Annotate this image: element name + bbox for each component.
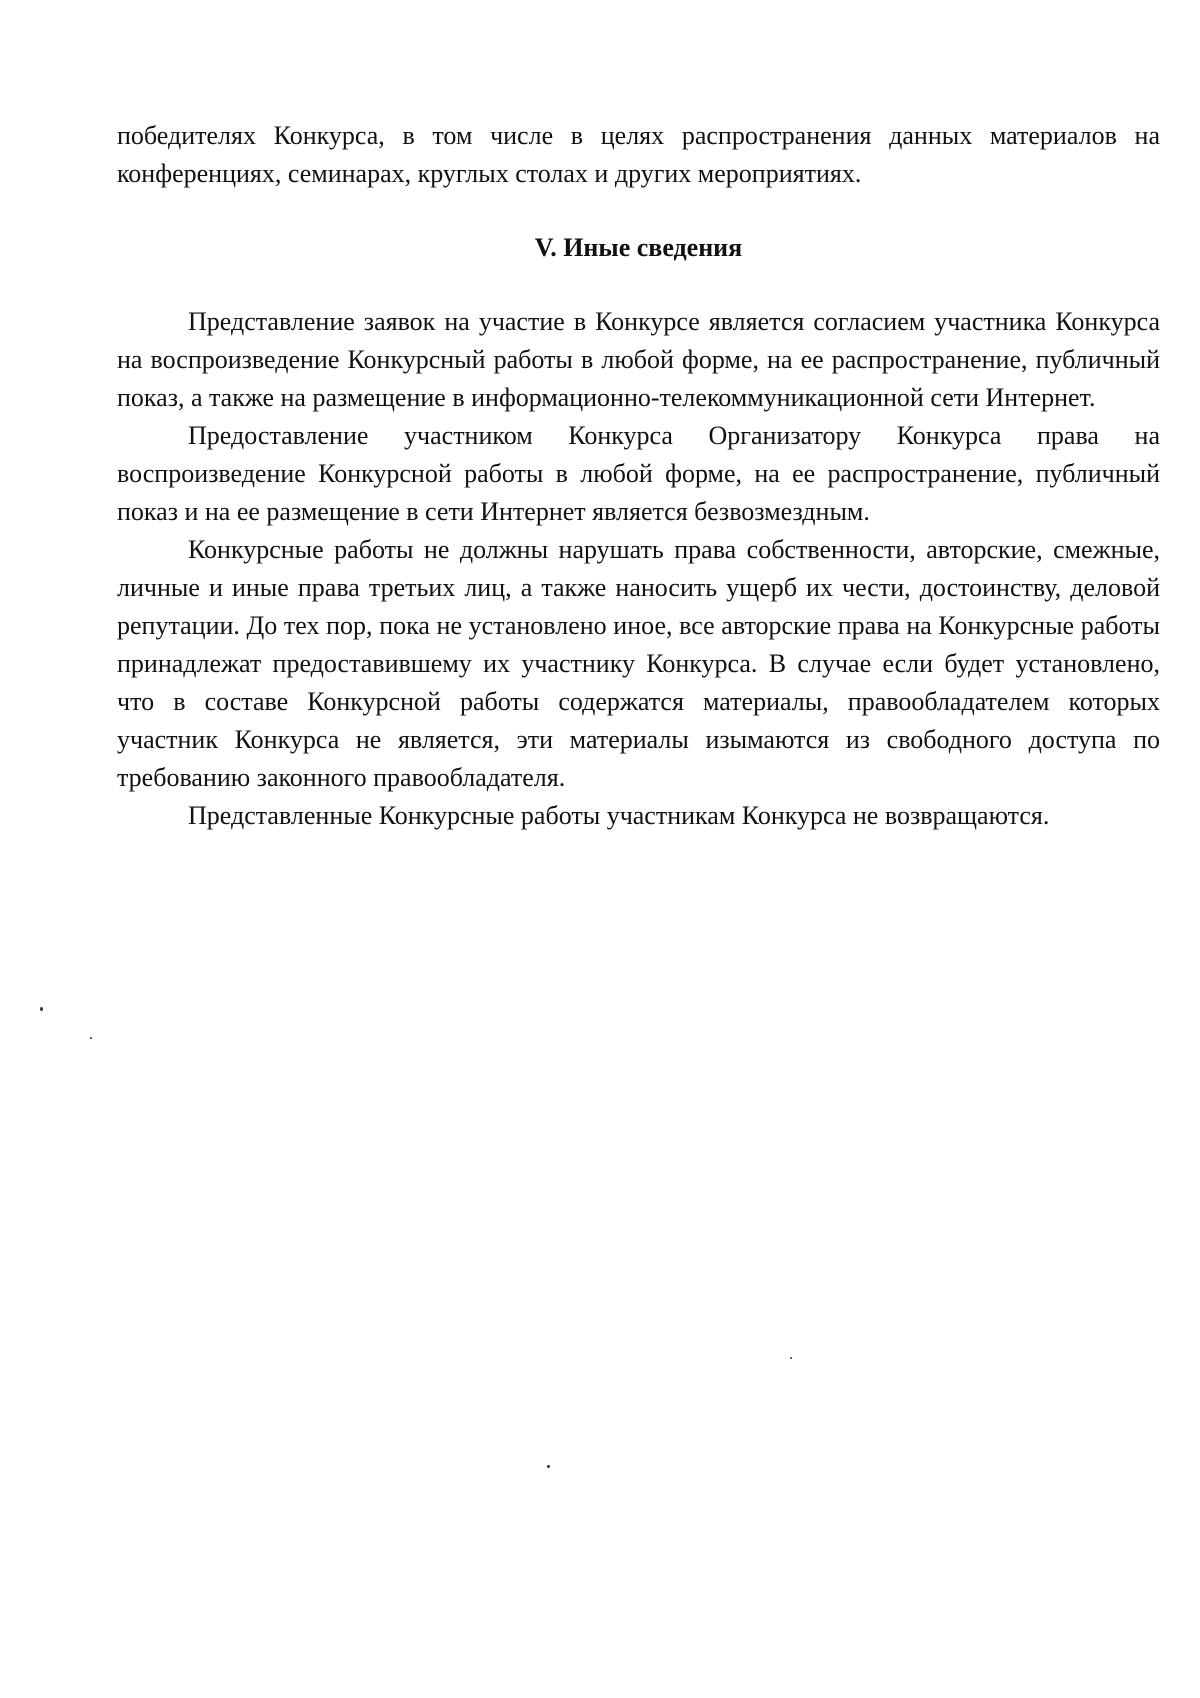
scan-speck [90, 1037, 92, 1039]
paragraph-no-return: Представленные Конкурсные работы участникам Конкурса не возвращаются. [188, 801, 1050, 830]
scan-speck [790, 1357, 792, 1359]
continuation-paragraph: победителях Конкурса, в том числе в целях распространения данных материалов на конференциях, семинарах, круглых столах и других мероприятиях. [117, 121, 1160, 188]
paragraph-rights-transfer: Предоставление участником Конкурса Организатору Конкурса права на воспроизведение Конкурсной работы в любой форме, на ее распространение, публичный показ и на ее размещение в сети Интернет является безвозмездным. [117, 421, 1160, 526]
scan-speck [40, 1007, 43, 1011]
scan-speck [547, 1465, 550, 1468]
section-heading: V. Иные сведения [534, 233, 743, 262]
paragraph-third-party-rights: Конкурсные работы не должны нарушать права собственности, авторские, смежные, личные и иные права третьих лиц, а также наносить ущерб их чести, достоинству, деловой репутации. До тех пор, пока не установлено иное, все авторские права на Конкурсные работы принадлежат предоставившему их участнику Конкурса. В случае если будет установлено, что в составе Конкурсной работы содержатся материалы, правообладателем которых участник Конкурса не является, эти материалы изымаются из свободного доступа по требованию законного правообладателя. [117, 535, 1160, 792]
paragraph-submission-consent: Представление заявок на участие в Конкурсе является согласием участника Конкурса на воспроизведение Конкурсный работы в любой форме, на ее распространение, публичный показ, а также на размещение в информационно-телекоммуникационной сети Интернет. [117, 307, 1160, 412]
section-body [117, 303, 1160, 835]
